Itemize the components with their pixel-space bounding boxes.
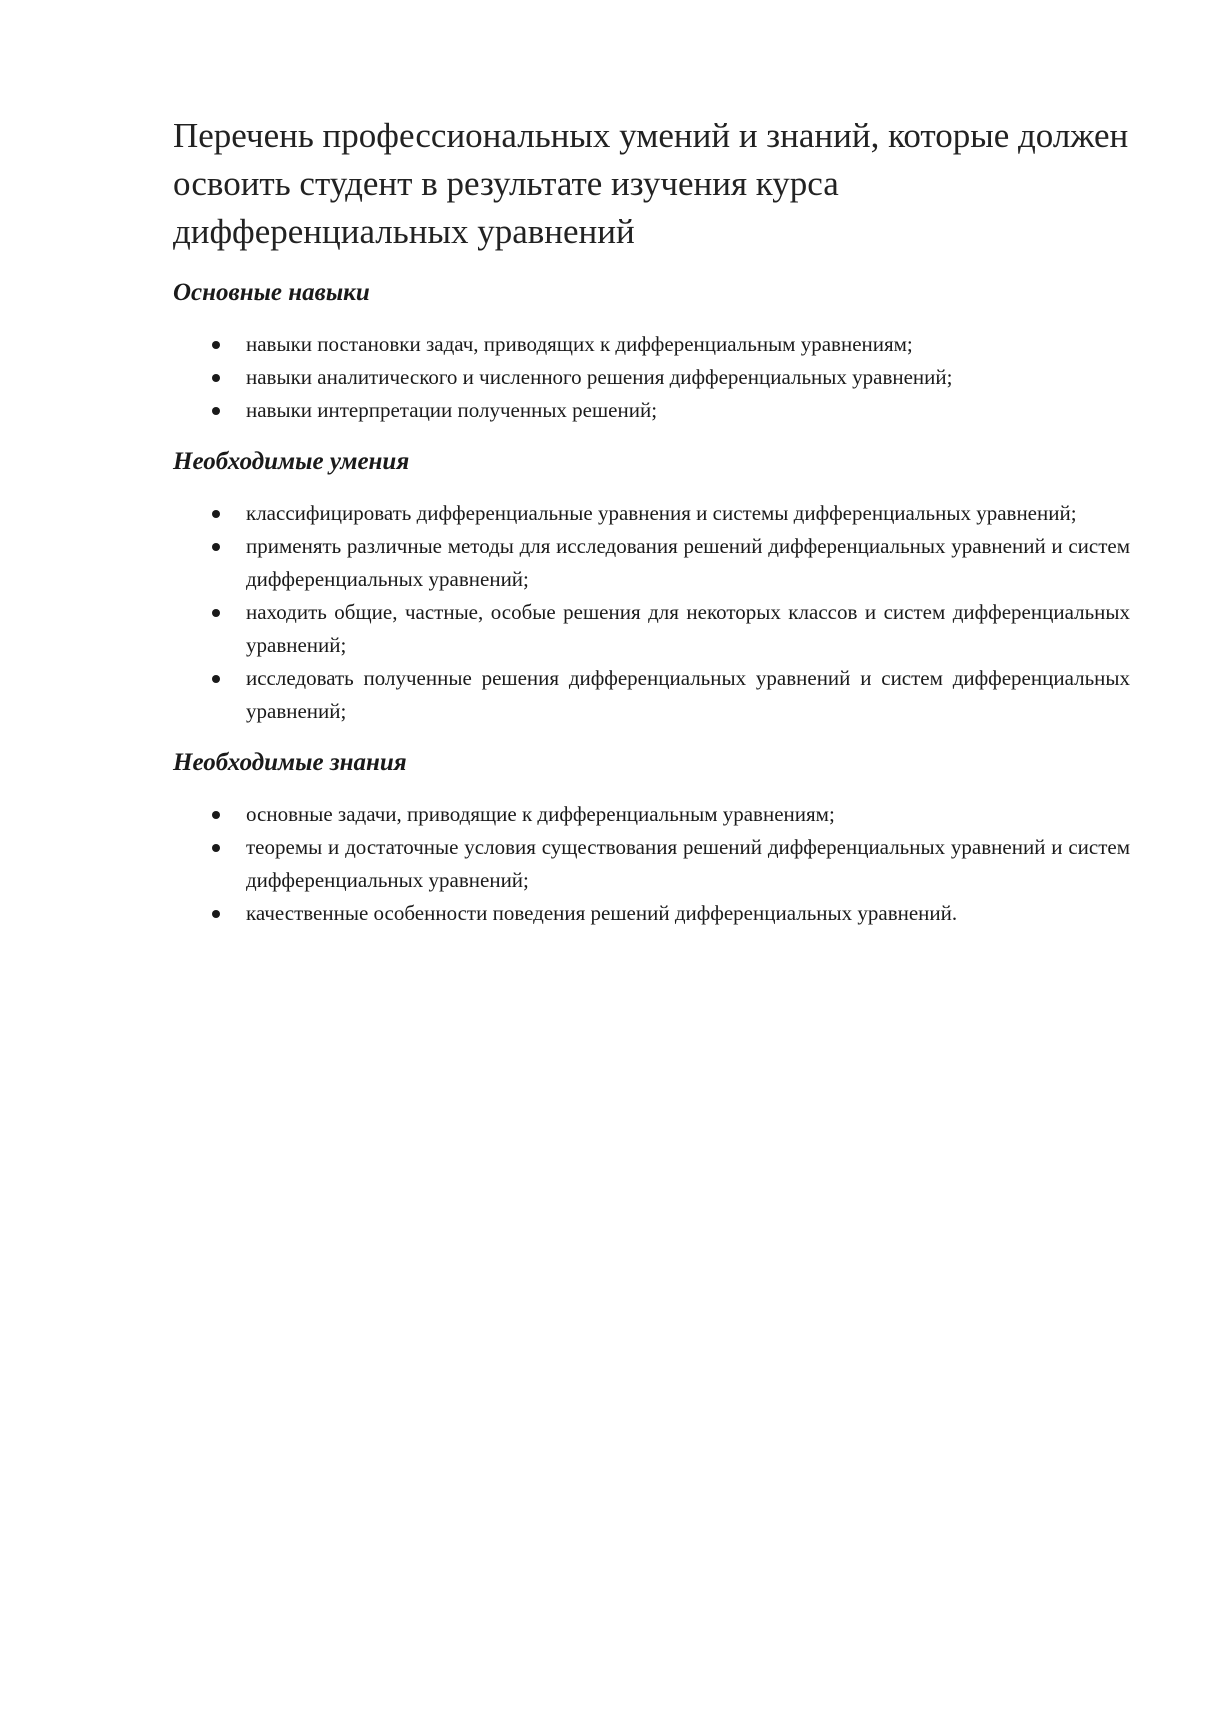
section-heading-required-abilities: Необходимые умения xyxy=(173,448,410,475)
list-item xyxy=(173,530,1130,596)
document-content xyxy=(173,112,1130,930)
list-item-text: теоремы и достаточные условия существования решений дифференциальных уравнений и систем дифференциальных уравнений; xyxy=(246,835,1130,892)
section-required-abilities xyxy=(173,445,1130,728)
section-heading-required-knowledge: Необходимые знания xyxy=(173,749,407,776)
list-item-text: классифицировать дифференциальные уравнения и системы дифференциальных уравнений; xyxy=(246,501,1077,525)
list-item xyxy=(173,328,1130,361)
bullet-icon xyxy=(212,811,220,819)
list-item-text: навыки постановки задач, приводящих к дифференциальным уравнениям; xyxy=(246,332,913,356)
list-item-text: исследовать полученные решения дифференциальных уравнений и систем дифференциальных уравнений; xyxy=(246,666,1130,723)
list-item-text: качественные особенности поведения решений дифференциальных уравнений. xyxy=(246,901,958,925)
list-item-text: навыки интерпретации полученных решений; xyxy=(246,398,658,422)
list-item xyxy=(173,596,1130,662)
list-item xyxy=(173,497,1130,530)
list-item xyxy=(173,897,1130,930)
basic-skills-list xyxy=(173,328,1130,427)
required-abilities-list xyxy=(173,497,1130,728)
section-heading-basic-skills: Основные навыки xyxy=(173,279,370,306)
list-item xyxy=(173,394,1130,427)
list-item xyxy=(173,361,1130,394)
list-item xyxy=(173,662,1130,728)
list-item-text: находить общие, частные, особые решения для некоторых классов и систем дифференциальных уравнений; xyxy=(246,600,1130,657)
bullet-icon xyxy=(212,675,220,683)
bullet-icon xyxy=(212,609,220,617)
section-basic-skills xyxy=(173,276,1130,427)
section-required-knowledge xyxy=(173,746,1130,930)
bullet-icon xyxy=(212,844,220,852)
bullet-icon xyxy=(212,407,220,415)
bullet-icon xyxy=(212,543,220,551)
bullet-icon xyxy=(212,374,220,382)
bullet-icon xyxy=(212,341,220,349)
bullet-icon xyxy=(212,510,220,518)
list-item xyxy=(173,831,1130,897)
page-title: Перечень профессиональных умений и знаний, которые должен освоить студент в результате изучения курса дифференциальных уравнений xyxy=(173,116,1129,251)
required-knowledge-list xyxy=(173,798,1130,930)
bullet-icon xyxy=(212,910,220,918)
list-item xyxy=(173,798,1130,831)
list-item-text: навыки аналитического и численного решения дифференциальных уравнений; xyxy=(246,365,953,389)
list-item-text: применять различные методы для исследования решений дифференциальных уравнений и систем дифференциальных уравнений; xyxy=(246,534,1130,591)
list-item-text: основные задачи, приводящие к дифференциальным уравнениям; xyxy=(246,802,835,826)
